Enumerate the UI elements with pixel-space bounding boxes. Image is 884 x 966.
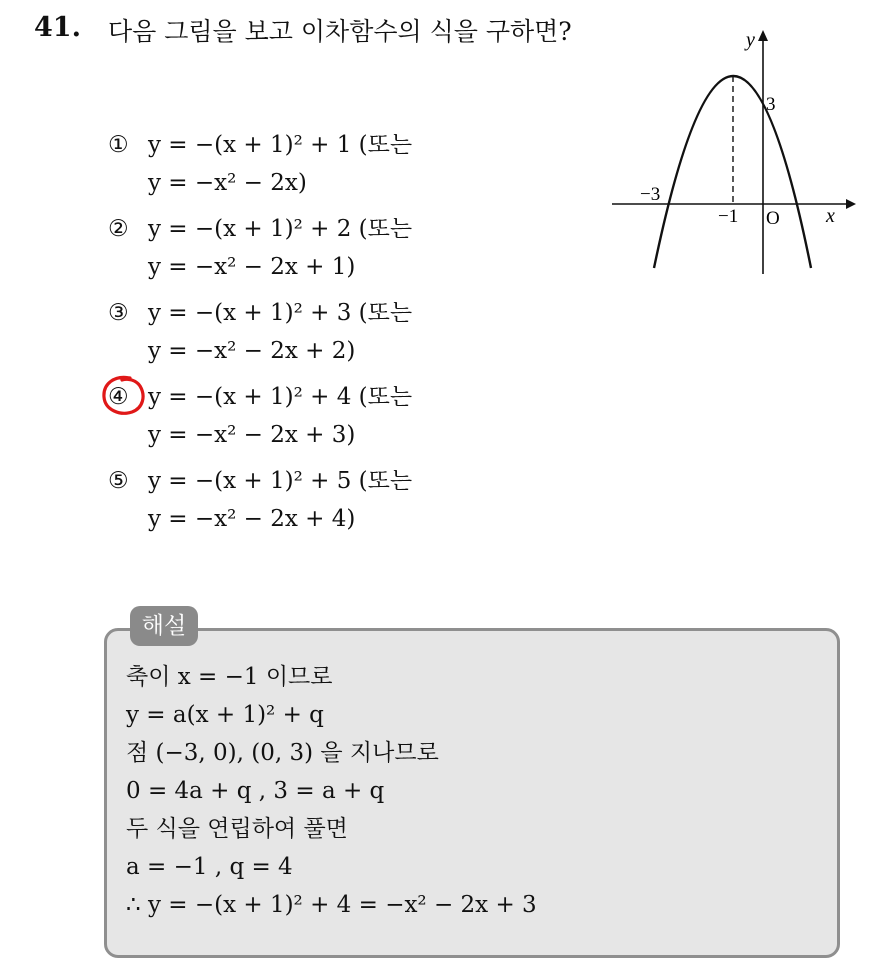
choice-2-line2: y = −x² − 2x + 1) [148, 254, 356, 280]
vertex-x-label: −1 [718, 206, 739, 227]
solution-line-1: 축이 x = −1 이므로 [126, 664, 333, 690]
choice-4[interactable] [108, 378, 412, 454]
choice-1-line2: y = −x² − 2x) [148, 170, 307, 196]
question-number: 41. [34, 12, 81, 43]
choice-3-line2: y = −x² − 2x + 2) [148, 338, 356, 364]
selected-answer-circle-icon [100, 374, 148, 418]
solution-line-5: 두 식을 연립하여 풀면 [126, 816, 348, 842]
choice-5-mark: ⑤ [108, 468, 129, 494]
x-intercept-label: −3 [640, 184, 661, 205]
choice-1-line1: y = −(x + 1)² + 1 (또는 [148, 132, 413, 158]
choice-3[interactable] [108, 294, 412, 370]
solution-line-6: a = −1 , q = 4 [126, 854, 293, 880]
y-axis-label: y [746, 29, 755, 51]
choice-1-mark: ① [108, 132, 129, 158]
choice-4-line1: y = −(x + 1)² + 4 (또는 [148, 384, 413, 410]
x-axis-arrow-icon [846, 199, 856, 209]
choice-3-mark: ③ [108, 300, 129, 326]
choice-2[interactable] [108, 210, 412, 286]
solution-line-3: 점 (−3, 0), (0, 3) 을 지나므로 [126, 740, 439, 766]
choice-5[interactable] [108, 462, 412, 538]
origin-label: O [766, 208, 780, 229]
solution-text [126, 658, 537, 924]
solution-line-4: 0 = 4a + q , 3 = a + q [126, 778, 385, 804]
y-axis-arrow-icon [758, 30, 768, 41]
choice-4-line2: y = −x² − 2x + 3) [148, 422, 356, 448]
choice-2-line1: y = −(x + 1)² + 2 (또는 [148, 216, 413, 242]
solution-tag: 해설 [130, 606, 198, 646]
y-intercept-label: 3 [766, 94, 776, 115]
choice-5-line2: y = −x² − 2x + 4) [148, 506, 356, 532]
choice-1[interactable] [108, 126, 412, 202]
choice-4-mark: ④ [108, 384, 129, 410]
choice-5-line1: y = −(x + 1)² + 5 (또는 [148, 468, 413, 494]
choice-3-line1: y = −(x + 1)² + 3 (또는 [148, 300, 413, 326]
parabola-graph [606, 24, 866, 280]
x-axis-label: x [826, 205, 835, 227]
question-text: 다음 그림을 보고 이차함수의 식을 구하면? [108, 17, 572, 46]
choice-2-mark: ② [108, 216, 129, 242]
solution-line-2: y = a(x + 1)² + q [126, 702, 324, 728]
solution-line-7: ∴ y = −(x + 1)² + 4 = −x² − 2x + 3 [126, 892, 537, 918]
